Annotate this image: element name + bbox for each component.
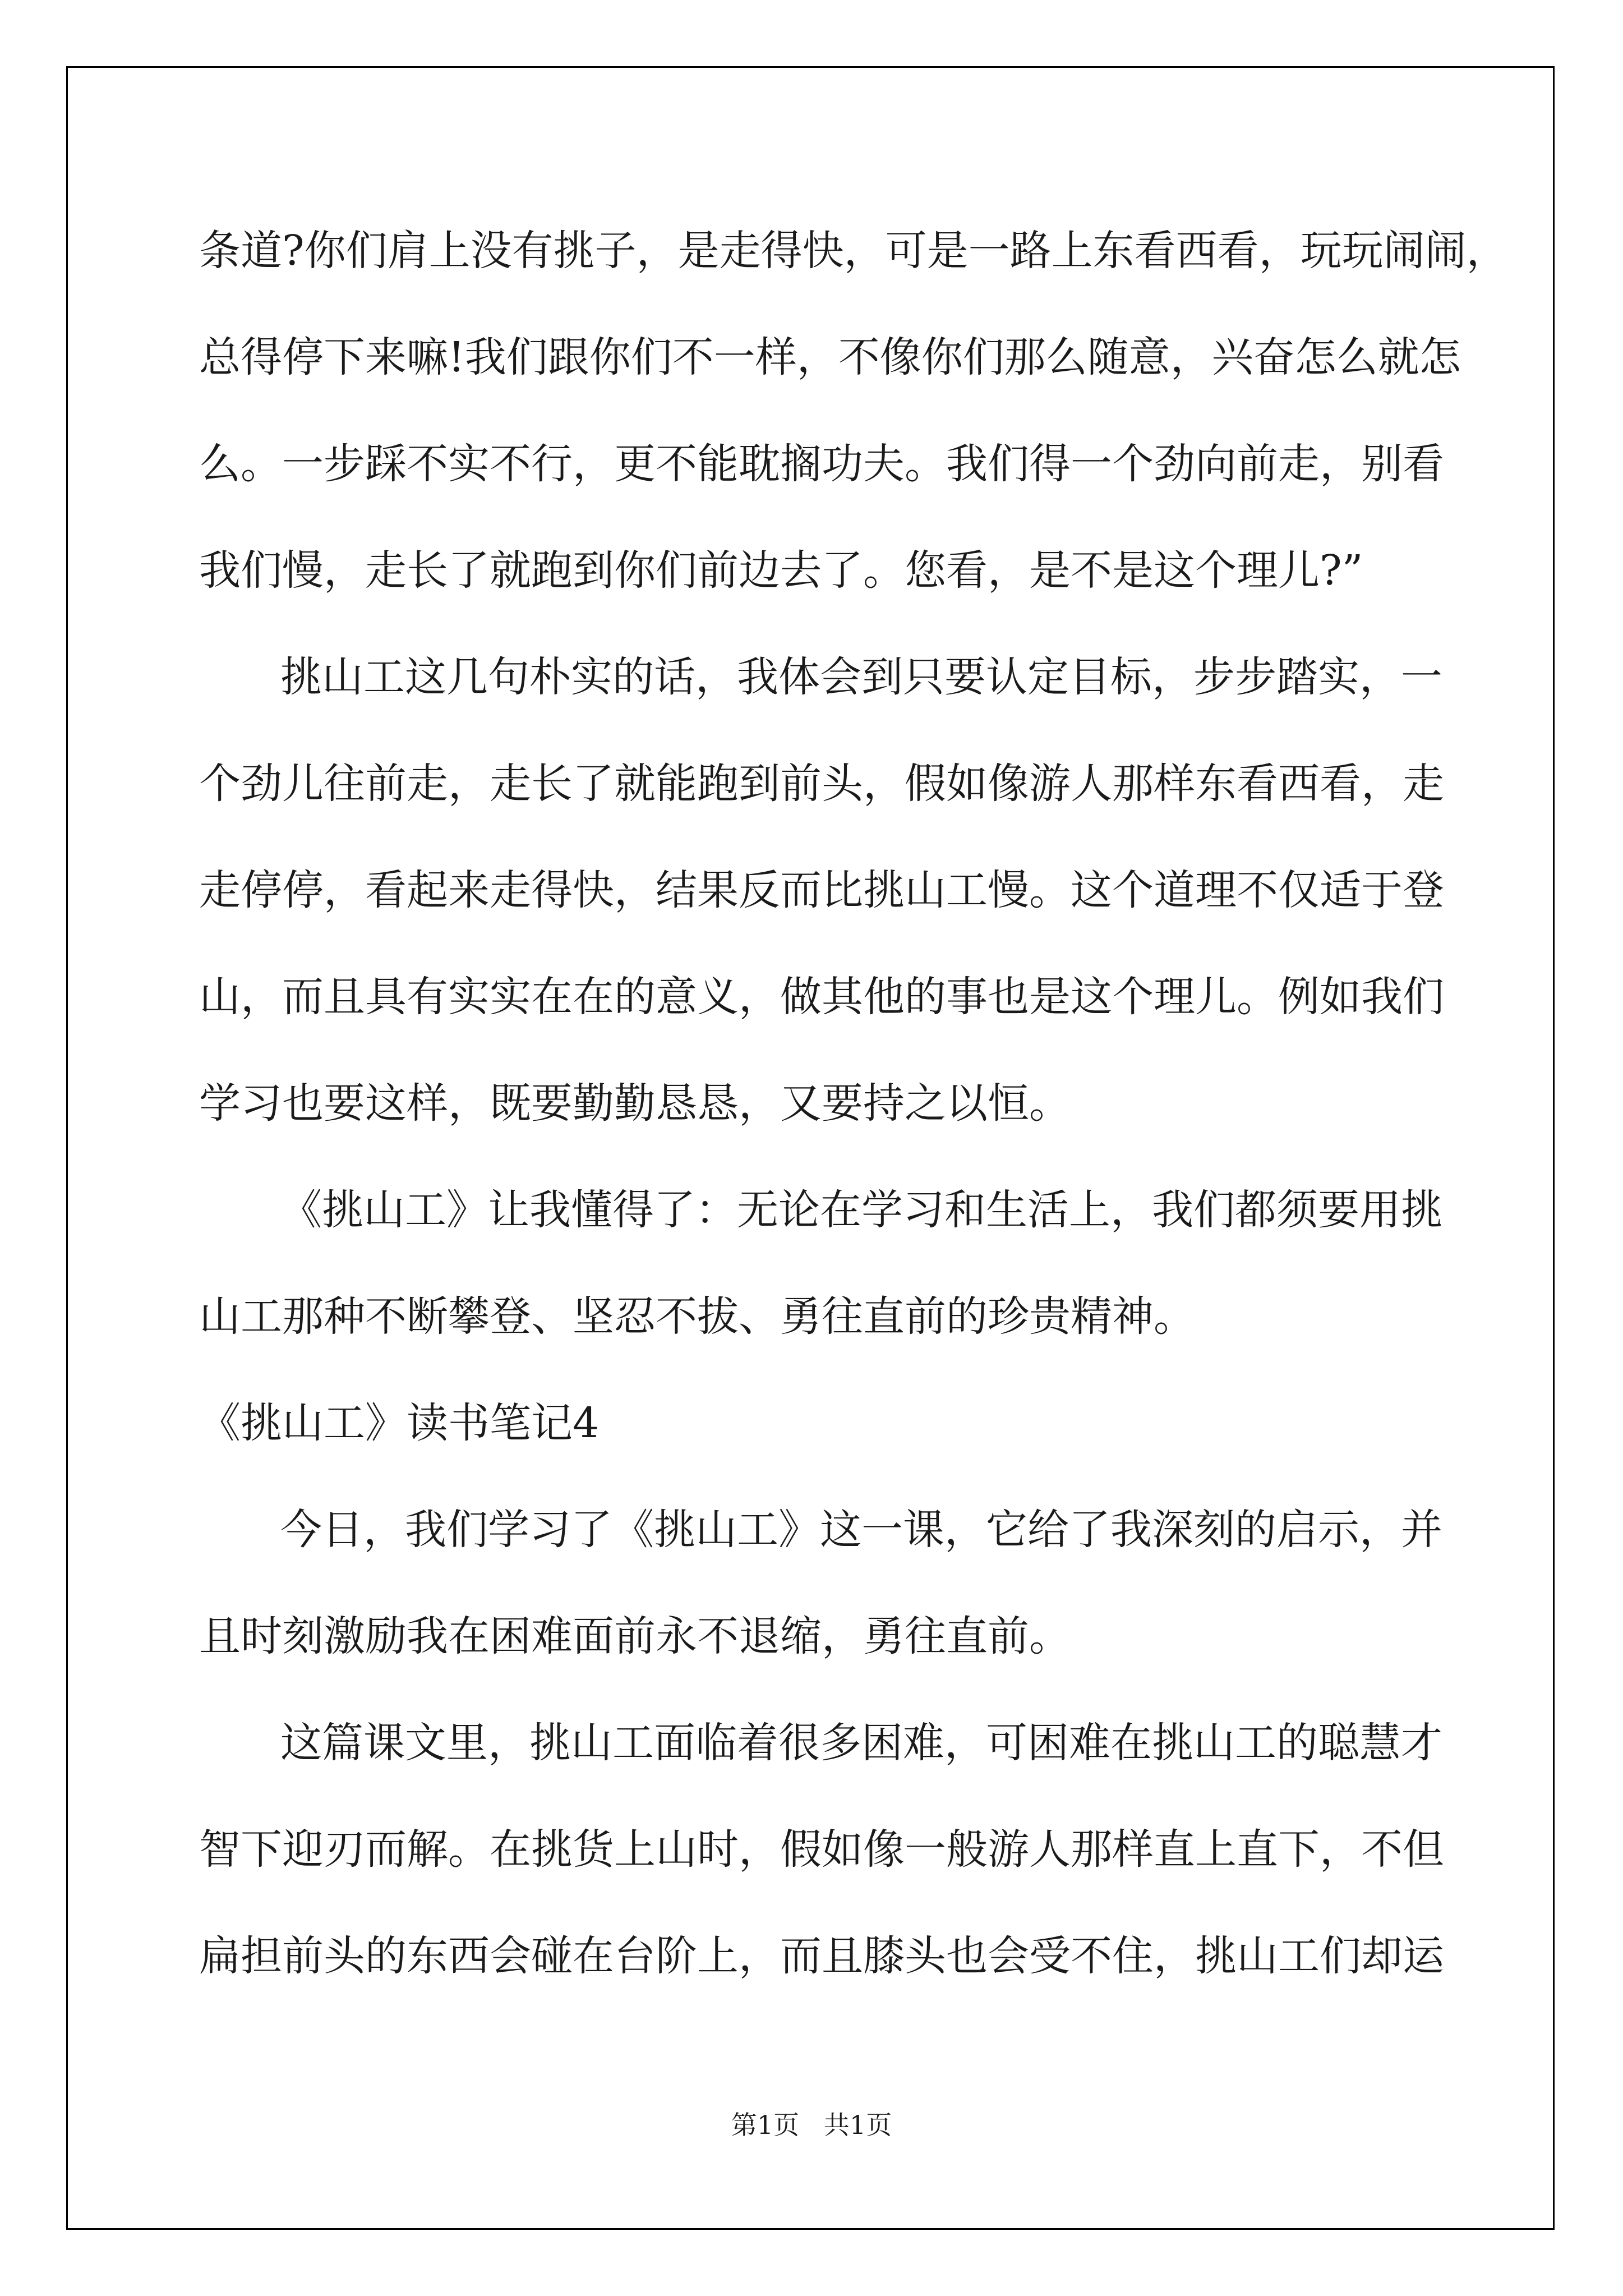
body-line: 山，而且具有实实在在的意义，做其他的事也是这个理儿。例如我们 [199,973,1444,1021]
paragraph-first-line: 这篇课文里，挑山工面临着很多困难，可困难在挑山工的聪慧才 [280,1719,1442,1767]
page-border [66,66,1555,2230]
body-line: 条道?你们肩上没有挑子，是走得快，可是一路上东看西看，玩玩闹闹， [199,227,1508,275]
body-line: 个劲儿往前走，走长了就能跑到前头，假如像游人那样东看西看，走 [199,760,1444,808]
paragraph-first-line: 挑山工这几句朴实的话，我体会到只要认定目标，步步踏实，一 [280,653,1442,701]
body-line: 学习也要这样，既要勤勤恳恳，又要持之以恒。 [199,1079,1071,1128]
body-line: 走停停，看起来走得快，结果反而比挑山工慢。这个道理不仅适于登 [199,866,1444,914]
body-line: 我们慢，走长了就跑到你们前边去了。您看，是不是这个理儿?” [199,546,1363,595]
body-line: 么。一步踩不实不行，更不能耽搁功夫。我们得一个劲向前走，别看 [199,440,1444,488]
paragraph-first-line: 《挑山工》让我懂得了：无论在学习和生活上，我们都须要用挑 [280,1186,1442,1234]
page-footer: 第1页 共1页 [731,2110,892,2140]
section-heading: 《挑山工》读书笔记4 [199,1399,600,1447]
body-line: 且时刻激励我在困难面前永不退缩，勇往直前。 [199,1612,1071,1660]
body-line: 总得停下来嘛!我们跟你们不一样，不像你们那么随意，兴奋怎么就怎 [199,333,1461,381]
body-line: 智下迎刃而解。在挑货上山时，假如像一般游人那样直上直下，不但 [199,1825,1444,1874]
paragraph-first-line: 今日，我们学习了《挑山工》这一课，它给了我深刻的启示，并 [280,1506,1442,1554]
body-line: 山工那种不断攀登、坚忍不拔、勇往直前的珍贵精神。 [199,1292,1195,1341]
body-line: 扁担前头的东西会碰在台阶上，而且膝头也会受不住，挑山工们却运 [199,1932,1444,1980]
